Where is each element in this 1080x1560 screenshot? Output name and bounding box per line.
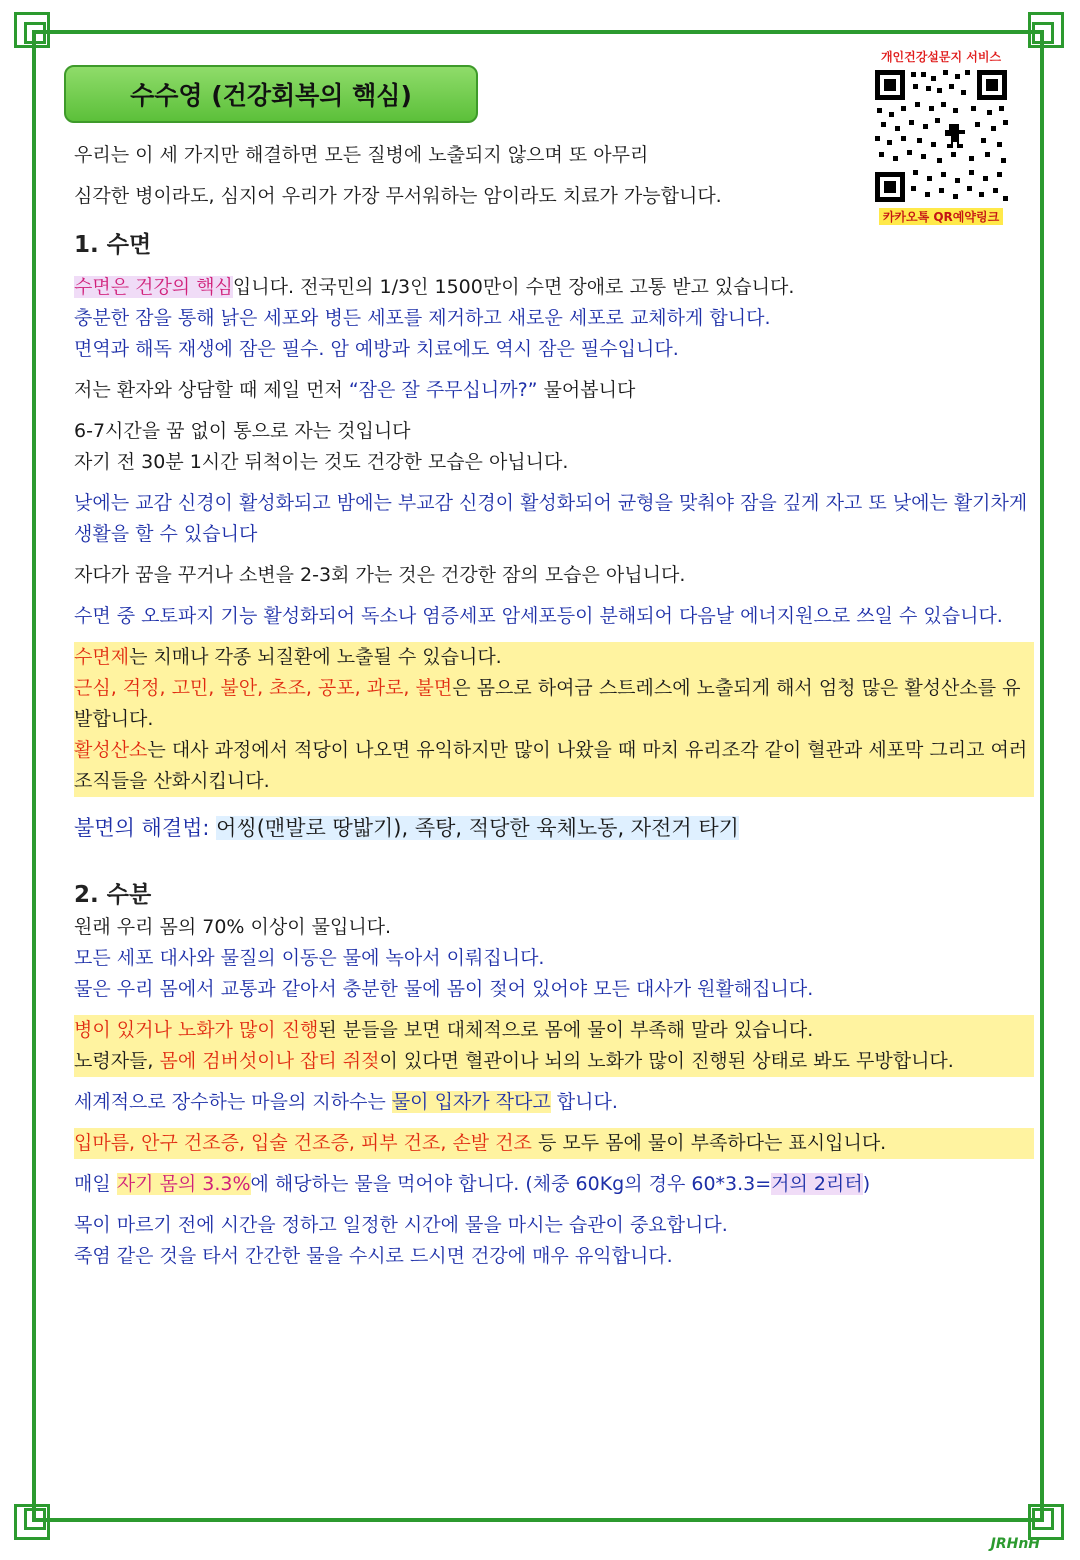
highlight-text: 자기 몸의 3.3% [116, 1173, 251, 1195]
qr-bottom-label: 카카오톡 QR예약링크 [879, 208, 1003, 225]
intro-line: 심각한 병이라도, 심지어 우리가 가장 무서워하는 암이라도 치료가 가능합니다. [74, 185, 722, 207]
text-span: 에 해당하는 물을 먹어야 합니다. (체중 60Kg의 경우 60*3.3= [250, 1173, 772, 1195]
section-heading-sleep: 1. 수면 [74, 232, 152, 258]
main-content [74, 140, 1034, 1272]
paragraph: 원래 우리 몸의 70% 이상이 물입니다. [74, 916, 392, 938]
paragraph: 물은 우리 몸에서 교통과 같아서 충분한 물에 몸이 젖어 있어야 모든 대사가 원활해집니다. [74, 978, 814, 1000]
text-span: 매일 [74, 1173, 117, 1195]
paragraph [74, 1169, 1034, 1200]
highlight-text: 입마름, 안구 건조증, 입술 건조증, 피부 건조, 손발 건조 [74, 1132, 532, 1154]
intro-line: 우리는 이 세 가지만 해결하면 모든 질병에 노출되지 않으며 또 아무리 [74, 144, 649, 166]
text-span: 합니다. [550, 1091, 618, 1113]
text-span: ) [862, 1173, 871, 1195]
text-span: 물어봅니다 [537, 379, 636, 401]
text-span: 세계적으로 장수하는 마을의 지하수는 [74, 1091, 392, 1113]
text-span: 등 모두 몸에 물이 부족하다는 표시입니다. [531, 1132, 887, 1154]
corner-ornament [1032, 22, 1054, 44]
section-heading-water: 2. 수분 [74, 882, 152, 908]
paragraph: 충분한 잠을 통해 낡은 세포와 병든 세포를 제거하고 새로운 세포로 교체하게 합니다. [74, 307, 771, 329]
paragraph [74, 642, 1034, 673]
paragraph: 6-7시간을 꿈 없이 통으로 자는 것입니다 [74, 420, 411, 442]
paragraph [74, 1128, 1034, 1159]
paragraph [74, 375, 1034, 406]
text-span: 저는 환자와 상담할 때 제일 먼저 [74, 379, 349, 401]
paragraph [74, 1087, 1034, 1118]
text-span: 이 있다면 혈관이나 뇌의 노화가 많이 진행된 상태로 봐도 무방합니다. [379, 1050, 954, 1072]
paragraph [74, 735, 1034, 797]
paragraph: 수면 중 오토파지 기능 활성화되어 독소나 염증세포 암세포등이 분해되어 다음날 에너지원으로 쓰일 수 있습니다. [74, 605, 1003, 627]
solution-label: 불면의 해결법: [74, 816, 217, 840]
qr-top-label: 개인건강설문지 서비스 [880, 50, 1002, 64]
solution-line [74, 813, 1034, 844]
highlight-text: 물이 입자가 작다고 [391, 1091, 551, 1113]
corner-ornament [24, 22, 46, 44]
text-span: 는 대사 과정에서 적당이 나오면 유익하지만 많이 나왔을 때 마치 유리조각 같이 혈관과 세포막 그리고 여러 조직들을 산화시킵니다. [74, 739, 1028, 792]
highlight-text: 병이 있거나 노화가 많이 진행 [74, 1019, 319, 1041]
highlight-text: 수면은 건강의 핵심 [74, 276, 233, 298]
paragraph [74, 1015, 1034, 1046]
text-span: 된 분들을 보면 대체적으로 몸에 물이 부족해 말라 있습니다. [318, 1019, 814, 1041]
text-span: 는 치매나 각종 뇌질환에 노출될 수 있습니다. [129, 646, 502, 668]
paragraph: 목이 마르기 전에 시간을 정하고 일정한 시간에 물을 마시는 습관이 중요합니다. [74, 1214, 728, 1236]
highlight-text: 거의 2리터 [771, 1173, 863, 1195]
paragraph [74, 272, 1034, 303]
paragraph: 모든 세포 대사와 물질의 이동은 물에 녹아서 이뤄집니다. [74, 947, 545, 969]
paragraph: 낮에는 교감 신경이 활성화되고 밤에는 부교감 신경이 활성화되어 균형을 맞춰야 잠을 깊게 자고 또 낮에는 활기차게 생활을 할 수 있습니다 [74, 492, 1028, 545]
corner-ornament [1032, 1508, 1054, 1530]
footer-logo: JRHnH [990, 1536, 1040, 1552]
paragraph: 자기 전 30분 1시간 뒤척이는 것도 건강한 모습은 아닙니다. [74, 451, 569, 473]
highlight-text: 근심, 걱정, 고민, 불안, 초조, 공포, 과로, 불면 [74, 677, 453, 699]
page-title: 수수영 (건강회복의 핵심) [64, 65, 478, 123]
corner-ornament [24, 1508, 46, 1530]
text-span: 입니다. 전국민의 1/3인 1500만이 수면 장애로 고통 받고 있습니다. [232, 276, 795, 298]
paragraph: 면역과 해독 재생에 잠은 필수. 암 예방과 치료에도 역시 잠은 필수입니다. [74, 338, 679, 360]
text-span: 은 몸으로 하여금 스트레스에 노출되게 해서 엄청 많은 활성산소를 유발합니다. [74, 677, 1021, 730]
text-span: 노령자들, [74, 1050, 160, 1072]
highlight-text: 활성산소 [74, 739, 148, 761]
paragraph: 죽염 같은 것을 타서 간간한 물을 수시로 드시면 건강에 매우 유익합니다. [74, 1245, 673, 1267]
solution-text: 어씽(맨발로 땅밟기), 족탕, 적당한 육체노동, 자전거 타기 [216, 816, 739, 840]
paragraph [74, 1046, 1034, 1077]
paragraph: 자다가 꿈을 꾸거나 소변을 2-3회 가는 것은 건강한 잠의 모습은 아닙니다. [74, 564, 686, 586]
highlight-text: 몸에 검버섯이나 잡티 쥐젖 [159, 1050, 380, 1072]
quote-text: “잠은 잘 주무십니까?” [348, 379, 538, 401]
paragraph [74, 673, 1034, 735]
highlight-text: 수면제 [74, 646, 130, 668]
